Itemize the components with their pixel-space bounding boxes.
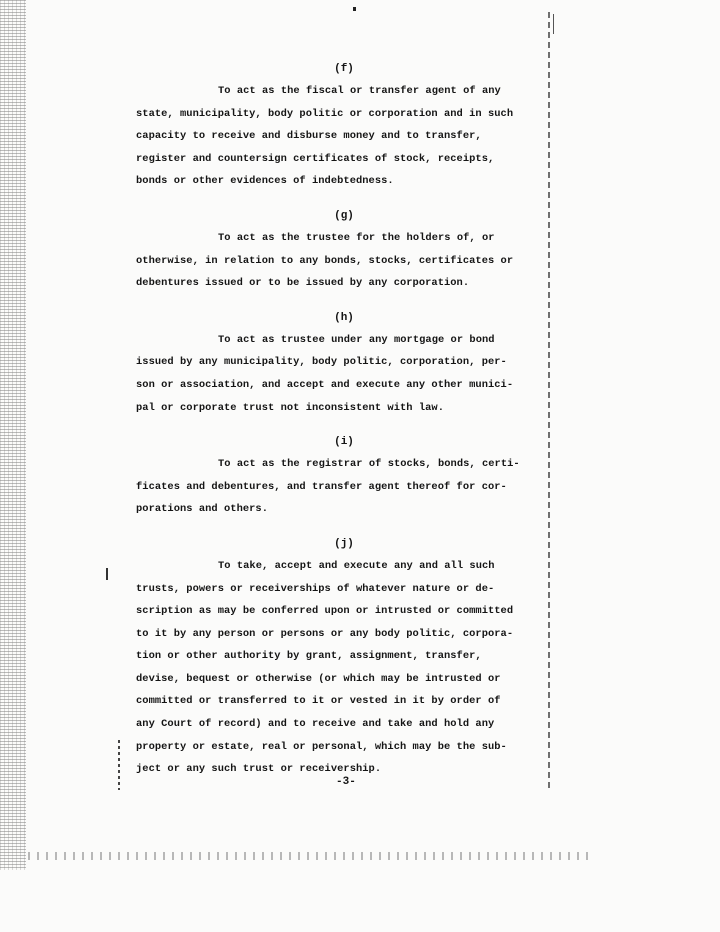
scan-edge-left [0, 0, 26, 870]
section-label: (i) [334, 436, 354, 449]
paragraph-line: pal or corporate trust not inconsistent with law. [136, 401, 444, 414]
paragraph-line: devise, bequest or otherwise (or which may be intrusted or [136, 672, 501, 685]
scan-margin-mark [118, 740, 120, 790]
section-paragraph [136, 329, 548, 419]
section-label: (h) [334, 311, 354, 324]
paragraph-line: property or estate, real or personal, which may be the sub- [136, 740, 507, 753]
paragraph-line: To take, accept and execute any and all such [218, 559, 495, 572]
paragraph-line: To act as trustee under any mortgage or bond [218, 333, 495, 346]
document-body [136, 58, 548, 781]
section-paragraph [136, 453, 548, 521]
paragraph-line: capacity to receive and disburse money and to transfer, [136, 130, 482, 143]
scan-margin-tick [106, 568, 108, 580]
paragraph-line: any Court of record) and to receive and take and hold any [136, 718, 495, 731]
paragraph-line: otherwise, in relation to any bonds, stocks, certificates or [136, 254, 514, 267]
section-label: (f) [334, 63, 354, 75]
section-f [136, 58, 548, 193]
paragraph-line: to it by any person or persons or any body politic, corpora- [136, 627, 514, 640]
paragraph-line: ficates and debentures, and transfer agent thereof for cor- [136, 480, 507, 493]
paragraph-line: trusts, powers or receiverships of whatever nature or de- [136, 582, 495, 595]
page-number: -3- [336, 776, 356, 788]
section-i [136, 431, 548, 521]
paragraph-line: issued by any municipality, body politic, corporation, per- [136, 356, 507, 369]
section-g [136, 205, 548, 295]
section-paragraph [136, 80, 548, 193]
paragraph-line: To act as the registrar of stocks, bonds, certi- [218, 458, 520, 471]
scan-top-dot [353, 7, 356, 11]
paragraph-line: scription as may be conferred upon or intrusted or committed [136, 605, 514, 618]
paragraph-line: ject or any such trust or receivership. [136, 763, 382, 776]
paragraph-line: tion or other authority by grant, assignment, transfer, [136, 650, 482, 663]
section-label: (j) [334, 537, 354, 550]
paragraph-line: To act as the trustee for the holders of, or [218, 231, 495, 244]
section-label: (g) [334, 209, 354, 222]
paragraph-line: debentures issued or to be issued by any corporation. [136, 277, 470, 290]
paragraph-line: To act as the fiscal or transfer agent of any [218, 85, 501, 97]
paragraph-line: porations and others. [136, 503, 268, 516]
section-h [136, 307, 548, 419]
section-paragraph [136, 555, 548, 781]
paragraph-line: committed or transferred to it or vested in it by order of [136, 695, 501, 708]
section-j [136, 533, 548, 781]
scan-edge-right-mark [553, 14, 554, 34]
paragraph-line: state, municipality, body politic or corporation and in such [136, 107, 514, 120]
scan-edge-right [548, 12, 550, 792]
section-paragraph [136, 227, 548, 295]
paragraph-line: son or association, and accept and execute any other munici- [136, 378, 514, 391]
paragraph-line: bonds or other evidences of indebtedness. [136, 175, 394, 188]
scan-edge-bottom [28, 852, 588, 860]
paragraph-line: register and countersign certificates of stock, receipts, [136, 152, 495, 165]
